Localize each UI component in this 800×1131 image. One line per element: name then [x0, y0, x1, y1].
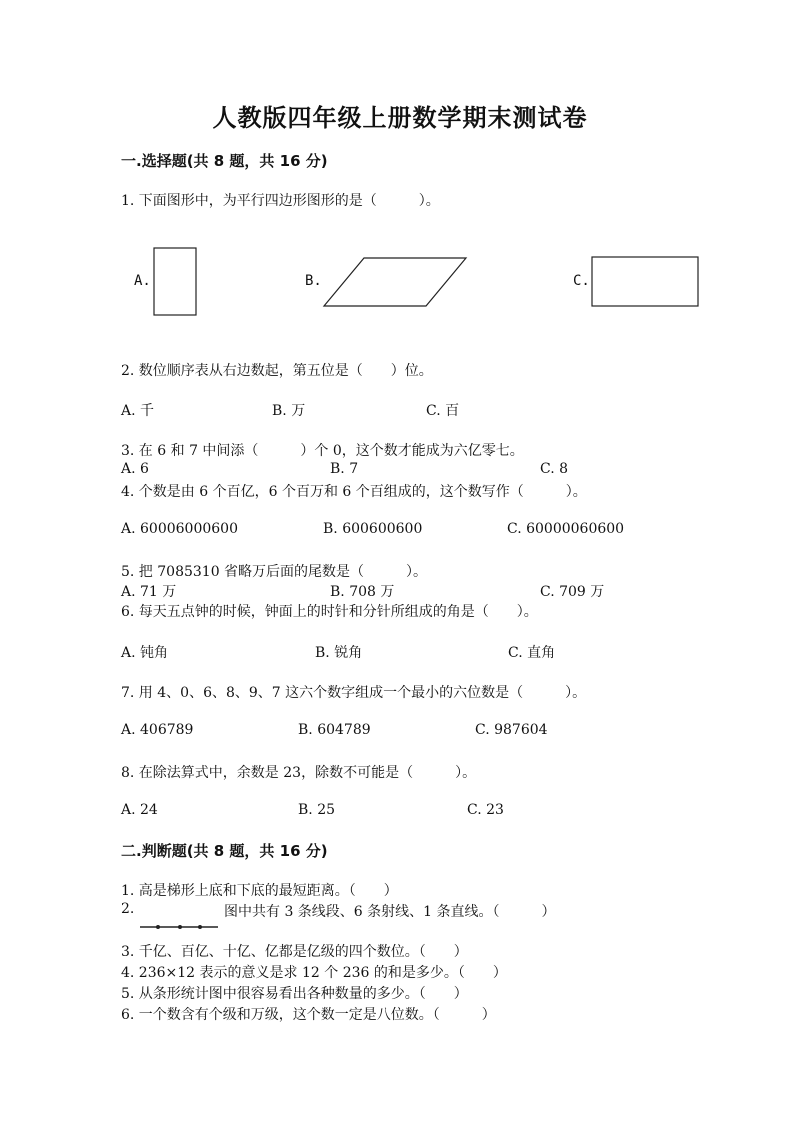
- question-8-option-c: C. 23: [467, 802, 504, 818]
- question-6-option-a: A. 钝角: [121, 645, 169, 661]
- judge-item-2-number: 2.: [121, 901, 135, 917]
- question-4-option-b: B. 600600600: [323, 521, 423, 537]
- judge-item-2: 图中共有 3 条线段、6 条射线、1 条直线。（ ）: [224, 904, 556, 920]
- judge-item-6: 6. 一个数含有个级和万级，这个数一定是八位数。（ ）: [121, 1007, 496, 1023]
- question-4-option-c: C. 60000060600: [507, 521, 625, 537]
- question-3-option-b: B. 7: [330, 461, 359, 477]
- figure-a-rectangle: [154, 248, 196, 315]
- question-4-option-a: A. 60006000600: [121, 521, 238, 537]
- question-2-option-c: C. 百: [426, 403, 460, 419]
- question-7-option-c: C. 987604: [475, 722, 548, 738]
- judge-item-5: 5. 从条形统计图中很容易看出各种数量的多少。（ ）: [121, 986, 468, 1002]
- section-heading-judgement: 二.判断题(共 8 题，共 16 分): [121, 842, 328, 860]
- figure-b-parallelogram: [324, 258, 466, 306]
- question-8: 8. 在除法算式中，余数是 23，除数不可能是（ ）。: [121, 765, 477, 781]
- question-1-figures: [0, 240, 800, 330]
- question-6-option-c: C. 直角: [508, 645, 556, 661]
- figure-b-label: B.: [305, 273, 322, 289]
- page-title: 人教版四年级上册数学期末测试卷: [212, 103, 588, 132]
- judge-item-4: 4. 236×12 表示的意义是求 12 个 236 的和是多少。（ ）: [121, 965, 507, 981]
- question-7-option-b: B. 604789: [298, 722, 371, 738]
- judge-item-3: 3. 千亿、百亿、十亿、亿都是亿级的四个数位。（ ）: [121, 944, 468, 960]
- question-2-option-b: B. 万: [272, 403, 306, 419]
- figure-c-rectangle: [592, 257, 698, 306]
- question-5-option-a: A. 71 万: [121, 584, 177, 600]
- judge-item-1: 1. 高是梯形上底和下底的最短距离。（ ）: [121, 883, 398, 899]
- question-2: 2. 数位顺序表从右边数起，第五位是（ ）位。: [121, 363, 433, 379]
- question-8-option-a: A. 24: [121, 802, 158, 818]
- question-5-option-b: B. 708 万: [330, 584, 395, 600]
- question-6-option-b: B. 锐角: [315, 645, 363, 661]
- question-5-option-c: C. 709 万: [540, 584, 605, 600]
- figures-svg: [0, 240, 800, 330]
- question-3: 3. 在 6 和 7 中间添（ ）个 0，这个数才能成为六亿零七。: [121, 443, 524, 459]
- question-7: 7. 用 4、0、6、8、9、7 这六个数字组成一个最小的六位数是（ ）。: [121, 685, 587, 701]
- question-7-option-a: A. 406789: [121, 722, 194, 738]
- question-2-option-a: A. 千: [121, 403, 155, 419]
- question-8-option-b: B. 25: [298, 802, 336, 818]
- question-3-option-a: A. 6: [121, 461, 149, 477]
- question-6: 6. 每天五点钟的时候，钟面上的时针和分针所组成的角是（ ）。: [121, 604, 538, 620]
- question-3-option-c: C. 8: [540, 461, 569, 477]
- section-heading-choice: 一.选择题(共 8 题，共 16 分): [121, 152, 328, 170]
- question-1: 1. 下面图形中，为平行四边形图形的是（ ）。: [121, 193, 440, 209]
- figure-c-label: C.: [573, 273, 590, 289]
- judge-item-2-line-figure: [140, 920, 220, 932]
- figure-a-label: A.: [134, 273, 151, 289]
- question-4: 4. 个数是由 6 个百亿，6 个百万和 6 个百组成的，这个数写作（ ）。: [121, 484, 587, 500]
- question-5: 5. 把 7085310 省略万后面的尾数是（ ）。: [121, 564, 428, 580]
